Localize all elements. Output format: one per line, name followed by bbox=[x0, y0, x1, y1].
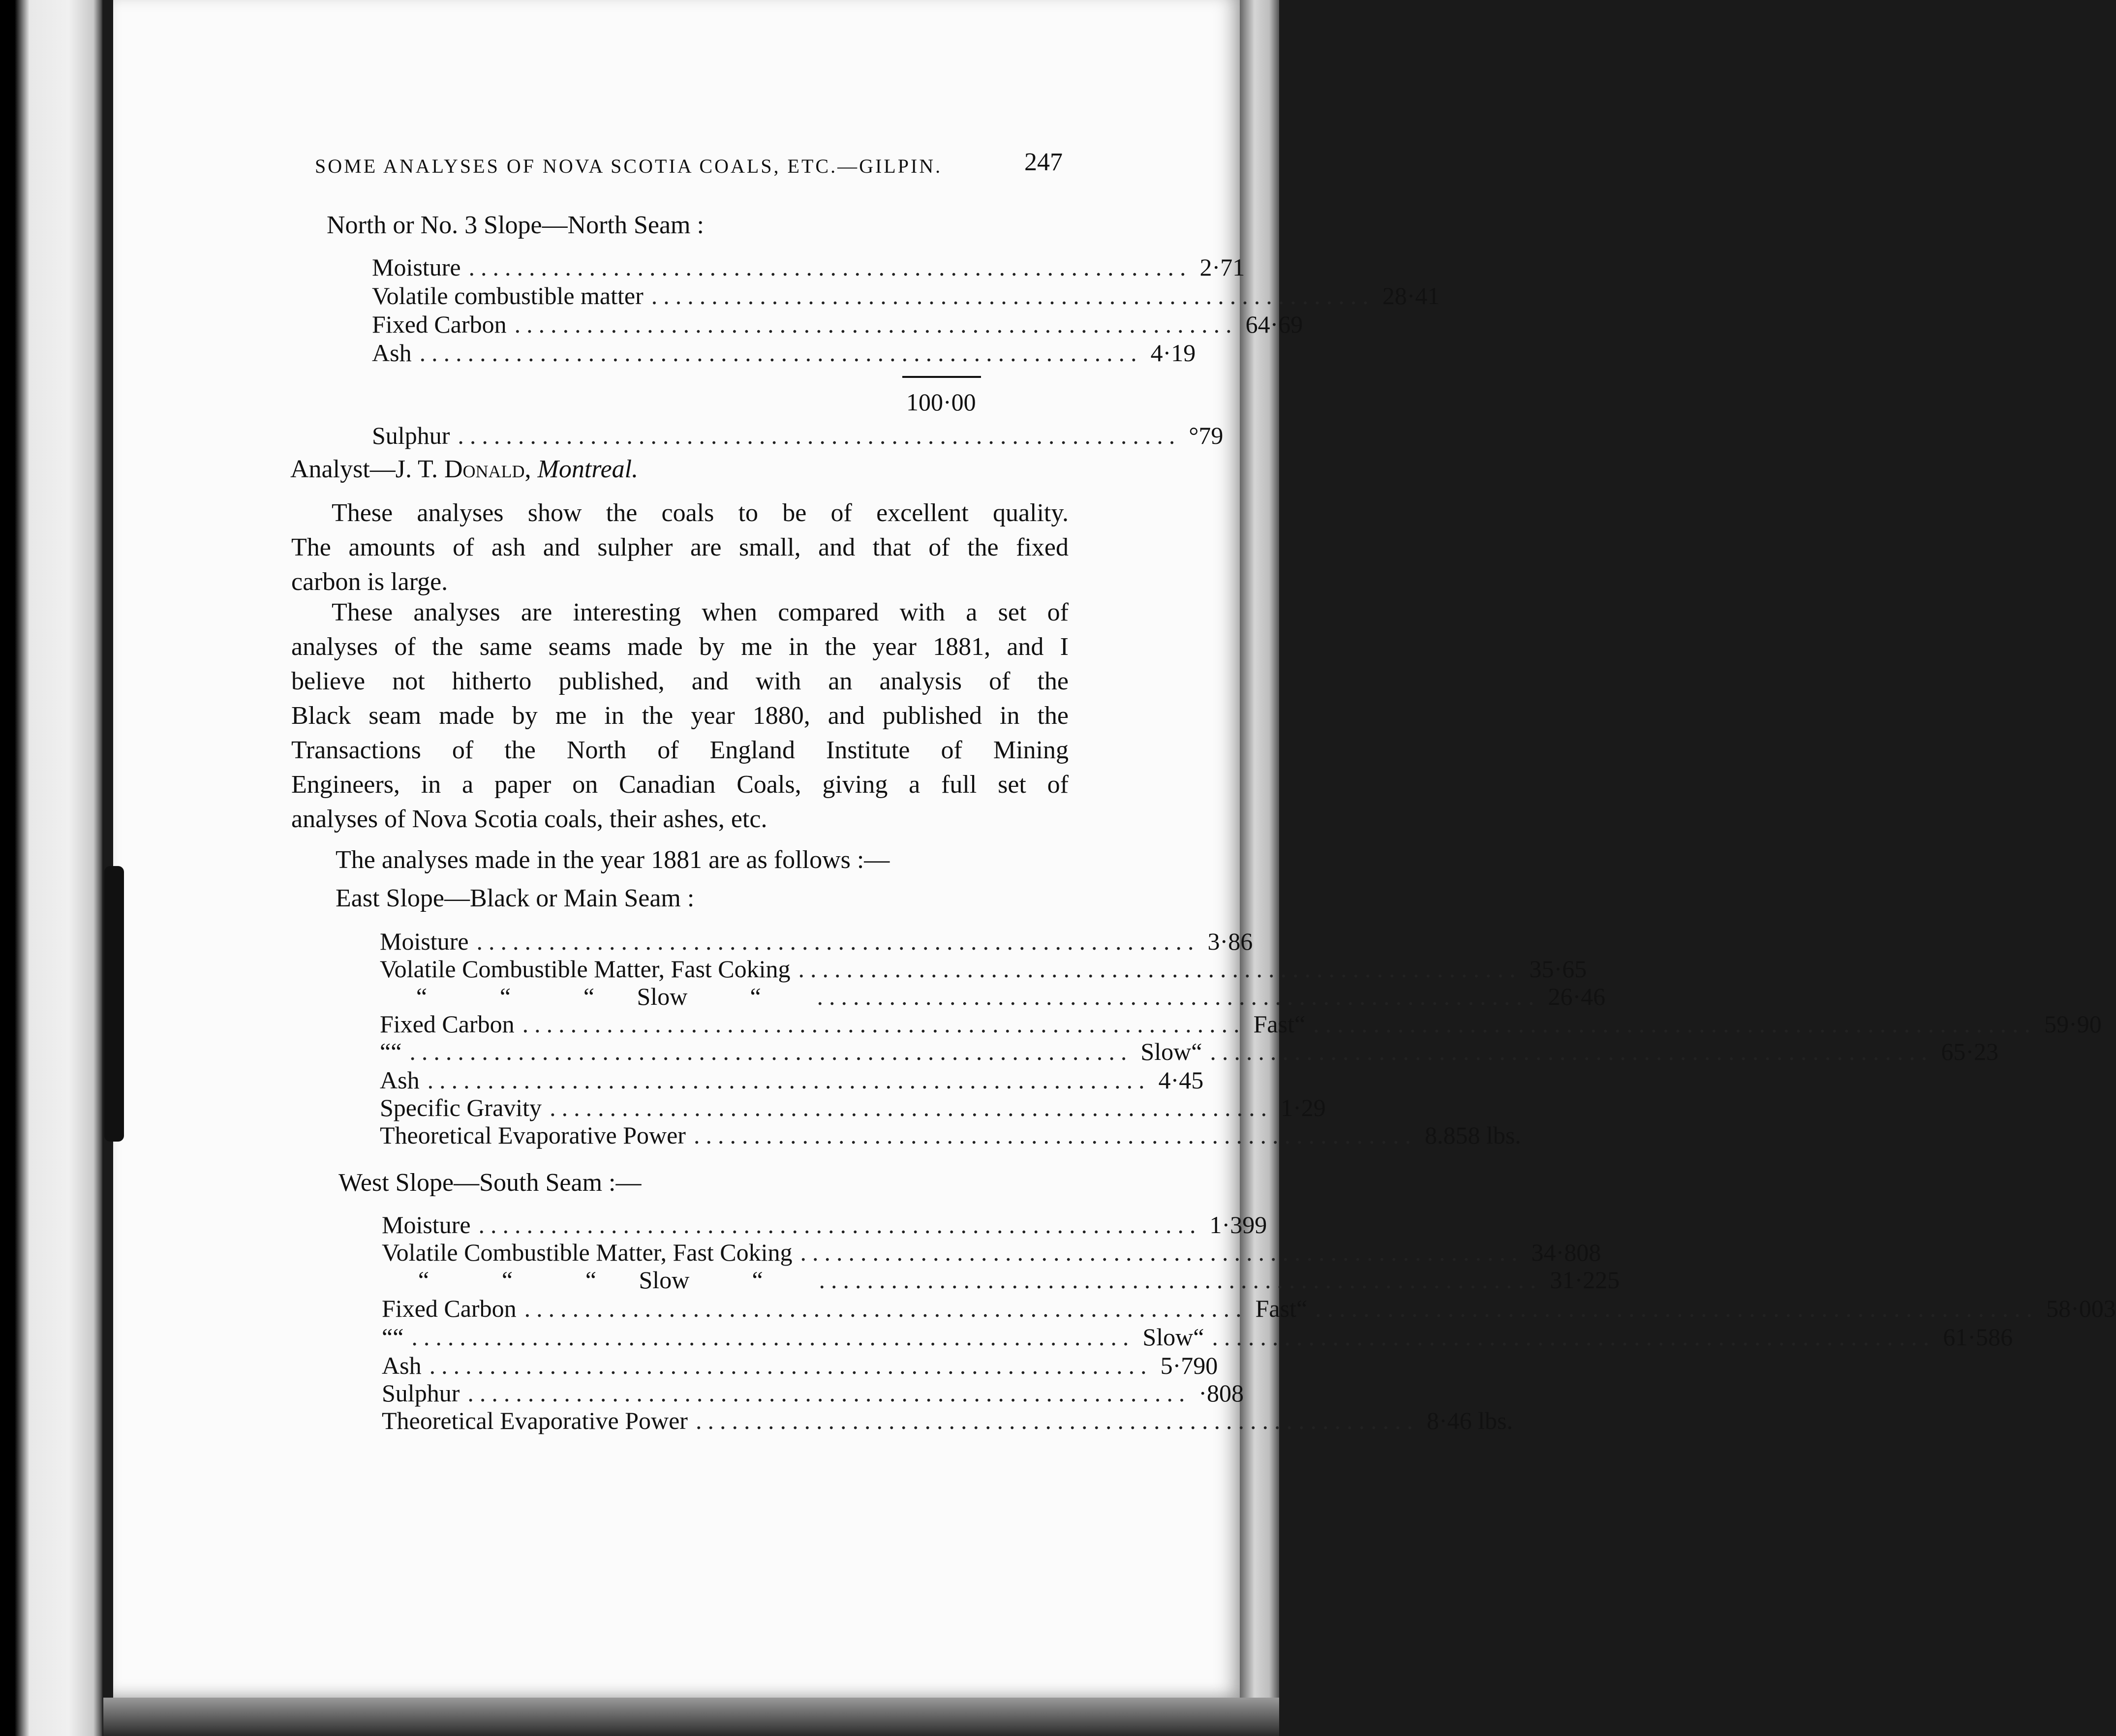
leader-dots: ............................................................ bbox=[476, 928, 1200, 955]
row-value: 1·29 bbox=[1281, 1094, 1326, 1121]
west-row-sulphur bbox=[382, 1379, 1244, 1407]
west-row-moisture bbox=[382, 1210, 1267, 1239]
row-label: Theoretical Evaporative Power bbox=[380, 1121, 686, 1149]
leader-dots: ............................................................ bbox=[429, 1352, 1153, 1379]
leader-dots: ............................................................ bbox=[468, 253, 1192, 281]
row-value: ·808 bbox=[1198, 1379, 1244, 1407]
para-line: These analyses show the coals to be of excellent quality. bbox=[332, 499, 1069, 527]
ditto-mark: “ bbox=[1193, 1323, 1204, 1351]
analyst-place: Montreal. bbox=[537, 455, 639, 483]
row-value: 34·808 bbox=[1531, 1239, 1601, 1266]
leader-dots: ............................................................ bbox=[411, 1323, 1135, 1351]
row-label: Volatile Combustible Matter, Fast Coking bbox=[382, 1239, 793, 1266]
east-row-fixed-slow bbox=[380, 1037, 1999, 1066]
ditto-mark: “ bbox=[750, 983, 761, 1010]
row-label: Slow bbox=[1140, 1038, 1192, 1065]
west-row-ash bbox=[382, 1351, 1218, 1380]
ditto-mark: “ bbox=[416, 983, 428, 1010]
row-label: Sulphur bbox=[372, 422, 450, 449]
ditto-mark: “ bbox=[382, 1323, 393, 1351]
para-line: analyses of Nova Scotia coals, their ashes, etc. bbox=[291, 805, 767, 833]
row-value: 61·586 bbox=[1943, 1323, 2013, 1351]
north-row-sulphur bbox=[372, 421, 1224, 450]
west-row-evaporative-power bbox=[382, 1406, 1513, 1435]
leader-dots: ............................................................ bbox=[1210, 1038, 1933, 1065]
row-label: Fixed Carbon bbox=[380, 1010, 515, 1038]
paragraph-quality bbox=[291, 496, 1069, 599]
para-line: analyses of the same seams made by me in the year 1881, and I bbox=[291, 633, 1069, 661]
leader-dots: ............................................................ bbox=[695, 1407, 1419, 1434]
paragraph-comparison bbox=[291, 595, 1069, 837]
analyst-line bbox=[290, 457, 638, 482]
row-label: Volatile Combustible Matter, Fast Coking bbox=[380, 955, 791, 983]
north-row-fixed-carbon bbox=[372, 310, 1303, 339]
row-label: Fixed Carbon bbox=[382, 1295, 517, 1322]
para-line: Transactions of the North of England Institute of Mining bbox=[291, 736, 1069, 764]
row-value: 64·69 bbox=[1245, 310, 1303, 338]
leader-dots: ............................................................ bbox=[409, 1038, 1133, 1065]
east-row-evaporative-power bbox=[380, 1121, 1521, 1149]
ditto-mark: “ bbox=[585, 1266, 597, 1294]
row-value: 4·45 bbox=[1158, 1066, 1204, 1094]
row-value: 8·46 lbs. bbox=[1426, 1407, 1513, 1434]
para-line: These analyses are interesting when compared with a set of bbox=[332, 598, 1069, 626]
leader-dots: ............................................................ bbox=[478, 1211, 1202, 1239]
row-label: Slow bbox=[1142, 1323, 1194, 1351]
north-total: 100·00 bbox=[906, 388, 976, 416]
leader-dots: ............................................................ bbox=[514, 310, 1238, 338]
row-label: Specific Gravity bbox=[380, 1094, 542, 1121]
east-row-moisture bbox=[380, 927, 1253, 956]
row-value: 31·225 bbox=[1550, 1266, 1620, 1294]
leader-dots: ............................................................ bbox=[419, 339, 1143, 367]
bottom-page-edge bbox=[103, 1698, 1279, 1736]
row-label: Fixed Carbon bbox=[372, 310, 507, 338]
running-head: SOME ANALYSES OF NOVA SCOTIA COALS, ETC.—GILPIN. bbox=[315, 155, 943, 177]
para-line: Engineers, in a paper on Canadian Coals, giving a full set of bbox=[291, 771, 1069, 799]
east-row-specific-gravity bbox=[380, 1093, 1326, 1122]
row-value: 3·86 bbox=[1207, 928, 1253, 955]
row-label: Theoretical Evaporative Power bbox=[382, 1407, 688, 1434]
row-value: 35·65 bbox=[1529, 955, 1587, 983]
row-label: Ash bbox=[372, 339, 412, 367]
west-row-volatile-slow bbox=[382, 1266, 1620, 1294]
leader-dots: ............................................................ bbox=[522, 1010, 1246, 1038]
row-sublabel: Fast bbox=[1253, 1010, 1294, 1038]
row-value: 58·003 bbox=[2046, 1295, 2116, 1322]
west-slope-heading: West Slope—South Seam :— bbox=[338, 1169, 642, 1197]
ditto-mark: “ bbox=[1296, 1295, 1308, 1322]
ditto-mark: “ bbox=[583, 983, 595, 1010]
ditto-mark: “ bbox=[501, 1266, 513, 1294]
row-label: Moisture bbox=[372, 253, 461, 281]
leader-dots: ............................................................ bbox=[798, 955, 1522, 983]
leader-dots: ............................................................ bbox=[800, 1239, 1524, 1266]
leader-dots: ............................................................ bbox=[467, 1379, 1191, 1407]
row-value: °79 bbox=[1189, 422, 1224, 449]
row-label: Volatile combustible matter bbox=[372, 282, 644, 310]
west-row-fixed-slow bbox=[382, 1323, 2013, 1351]
row-label: Moisture bbox=[380, 928, 469, 955]
leader-dots: ............................................................ bbox=[819, 1266, 1542, 1294]
row-label: Sulphur bbox=[382, 1379, 460, 1407]
ditto-mark: “ bbox=[380, 1038, 391, 1065]
analyst-prefix: Analyst—J. T. bbox=[290, 455, 438, 483]
ditto-mark: “ bbox=[1191, 1038, 1202, 1065]
leader-dots: ............................................................ bbox=[651, 282, 1375, 310]
leader-dots: ............................................................ bbox=[458, 422, 1181, 449]
leader-dots: ............................................................ bbox=[1315, 1295, 2039, 1322]
para-line: believe not hitherto published, and with an analysis of the bbox=[291, 667, 1069, 695]
west-row-volatile-fast bbox=[382, 1238, 1601, 1267]
leader-dots: ............................................................ bbox=[817, 983, 1540, 1010]
para-line: carbon is large. bbox=[291, 568, 448, 596]
row-label: Slow bbox=[637, 983, 688, 1010]
ditto-mark: “ bbox=[499, 983, 511, 1010]
binding-shadow bbox=[104, 866, 124, 1142]
para-line: The amounts of ash and sulpher are small, and that of the fixed bbox=[291, 533, 1069, 561]
row-sublabel: Fast bbox=[1255, 1295, 1296, 1322]
north-row-ash bbox=[372, 339, 1196, 367]
ditto-marks bbox=[382, 1266, 811, 1294]
para-line: Black seam made by me in the year 1880, and published in the bbox=[291, 702, 1069, 730]
row-value: 28·41 bbox=[1382, 282, 1440, 310]
ditto-mark: “ bbox=[418, 1266, 429, 1294]
row-value: 59·90 bbox=[2044, 1010, 2102, 1038]
west-row-fixed-fast bbox=[382, 1294, 2116, 1323]
page-number: 247 bbox=[1024, 148, 1063, 176]
leader-dots: ............................................................ bbox=[1212, 1323, 1935, 1351]
ditto-mark: “ bbox=[752, 1266, 763, 1294]
row-value: 4·19 bbox=[1150, 339, 1196, 367]
north-row-moisture bbox=[372, 253, 1245, 281]
east-row-volatile-fast bbox=[380, 955, 1587, 983]
leader-dots: ............................................................ bbox=[550, 1094, 1273, 1121]
row-label: Ash bbox=[380, 1066, 420, 1094]
ditto-mark: “ bbox=[391, 1038, 402, 1065]
row-label: Moisture bbox=[382, 1211, 471, 1239]
east-slope-heading: East Slope—Black or Main Seam : bbox=[336, 884, 695, 912]
left-page-edge bbox=[0, 0, 103, 1736]
row-value: 8.858 lbs. bbox=[1424, 1121, 1521, 1149]
row-value: 65·23 bbox=[1941, 1038, 1999, 1065]
row-value: 26·46 bbox=[1548, 983, 1606, 1010]
leader-dots: ............................................................ bbox=[693, 1121, 1417, 1149]
leader-dots: ............................................................ bbox=[524, 1295, 1248, 1322]
east-row-ash bbox=[380, 1066, 1204, 1094]
ditto-marks bbox=[380, 982, 809, 1011]
row-value: 1·399 bbox=[1209, 1211, 1267, 1239]
east-row-volatile-slow bbox=[380, 982, 1606, 1011]
total-rule bbox=[902, 376, 981, 378]
leader-dots: ............................................................ bbox=[427, 1066, 1151, 1094]
ditto-mark: “ bbox=[393, 1323, 404, 1351]
right-page-edge bbox=[1240, 0, 1279, 1736]
north-row-volatile bbox=[372, 281, 1440, 310]
paragraph-1881-intro: The analyses made in the year 1881 are as follows :— bbox=[336, 846, 890, 874]
row-label: Ash bbox=[382, 1352, 422, 1379]
row-value: 5·790 bbox=[1160, 1352, 1218, 1379]
analyst-name: Donald, bbox=[444, 455, 531, 483]
north-slope-heading: North or No. 3 Slope—North Seam : bbox=[327, 211, 704, 239]
east-row-fixed-fast bbox=[380, 1010, 2102, 1038]
row-value: 2·71 bbox=[1199, 253, 1245, 281]
ditto-mark: “ bbox=[1294, 1010, 1306, 1038]
leader-dots: ............................................................ bbox=[1313, 1010, 2037, 1038]
row-label: Slow bbox=[639, 1266, 690, 1294]
